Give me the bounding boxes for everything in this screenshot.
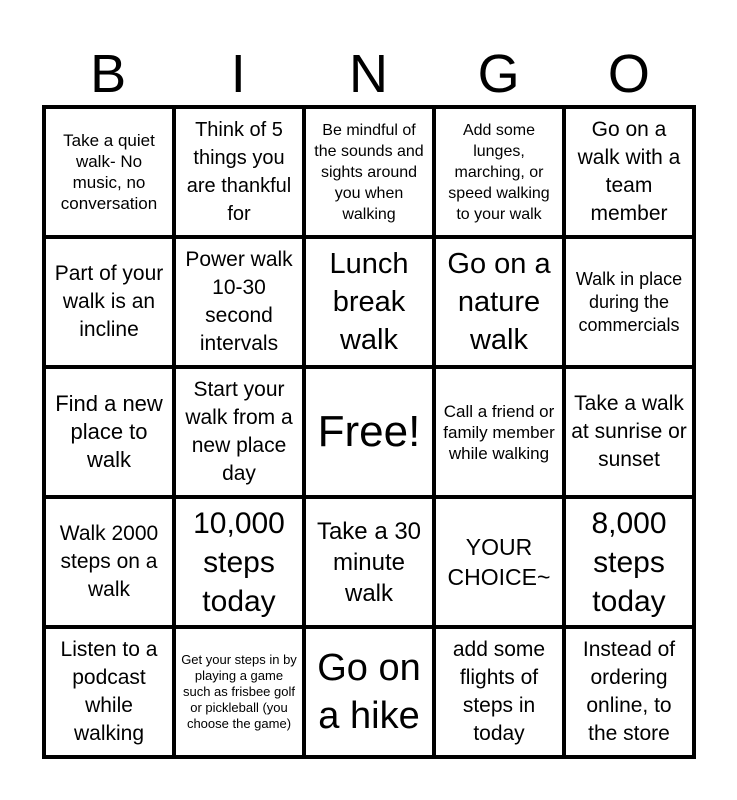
bingo-cell-r4-c3[interactable]	[304, 497, 434, 627]
bingo-grid	[42, 105, 696, 759]
bingo-cell-r3-c3[interactable]	[304, 367, 434, 497]
header-letter-n: N	[348, 44, 388, 104]
bingo-cell-r1-c2[interactable]	[174, 107, 304, 237]
bingo-cell-r5-c1[interactable]	[44, 627, 174, 757]
cell-text: Go on a nature walk	[447, 248, 551, 356]
bingo-cell-r5-c3[interactable]	[304, 627, 434, 757]
cell-text: Instead of ordering online, to the store	[582, 638, 676, 745]
cell-text: Go on a hike	[317, 647, 421, 737]
bingo-cell-r3-c1[interactable]	[44, 367, 174, 497]
cell-text: 10,000 steps today	[193, 506, 285, 618]
cell-text: Start your walk from a new place day	[185, 378, 293, 485]
bingo-cell-r1-c1[interactable]	[44, 107, 174, 237]
cell-text: 8,000 steps today	[591, 506, 667, 618]
bingo-header	[43, 44, 694, 104]
bingo-cell-r5-c2[interactable]	[174, 627, 304, 757]
bingo-cell-r5-c4[interactable]	[434, 627, 564, 757]
bingo-cell-r2-c5[interactable]	[564, 237, 694, 367]
cell-text: Power walk 10-30 second intervals	[185, 248, 293, 355]
cell-text: Free!	[317, 407, 421, 456]
cell-text: Walk in place during the commercials	[575, 268, 683, 335]
cell-text: Think of 5 things you are thankful for	[186, 119, 292, 225]
cell-text: Find a new place to walk	[55, 391, 163, 472]
cell-text: Be mindful of the sounds and sights around you when walking	[314, 121, 424, 223]
cell-text: Walk 2000 steps on a walk	[59, 522, 159, 601]
bingo-cell-r2-c3[interactable]	[304, 237, 434, 367]
cell-text: Listen to a podcast while walking	[60, 638, 158, 745]
cell-text: Take a walk at sunrise or sunset	[571, 392, 687, 471]
cell-text: YOUR CHOICE~	[447, 534, 551, 590]
header-letter-i: I	[230, 44, 246, 104]
header-letter-b: B	[90, 44, 127, 104]
bingo-cell-r5-c5[interactable]	[564, 627, 694, 757]
bingo-cell-r1-c3[interactable]	[304, 107, 434, 237]
bingo-cell-r4-c4[interactable]	[434, 497, 564, 627]
bingo-cell-r3-c4[interactable]	[434, 367, 564, 497]
cell-text: Part of your walk is an incline	[54, 262, 164, 341]
cell-text: Call a friend or family member while walking	[443, 401, 555, 463]
bingo-cell-r3-c5[interactable]	[564, 367, 694, 497]
bingo-cell-r1-c4[interactable]	[434, 107, 564, 237]
cell-text: Add some lunges, marching, or speed walking to your walk	[448, 121, 550, 223]
bingo-cell-r1-c5[interactable]	[564, 107, 694, 237]
bingo-cell-r3-c2[interactable]	[174, 367, 304, 497]
cell-text: add some flights of steps in today	[452, 638, 546, 745]
bingo-cell-r2-c2[interactable]	[174, 237, 304, 367]
header-letter-o: O	[607, 44, 650, 104]
bingo-cell-r4-c2[interactable]	[174, 497, 304, 627]
bingo-cell-r2-c4[interactable]	[434, 237, 564, 367]
cell-text: Take a 30 minute walk	[316, 517, 422, 607]
cell-text: Go on a walk with a team member	[577, 118, 681, 225]
cell-text: Take a quiet walk- No music, no conversation	[60, 131, 158, 213]
cell-text: Get your steps in by playing a game such as frisbee golf or pickleball (you choose the game)	[181, 652, 297, 731]
cell-text: Lunch break walk	[329, 248, 409, 356]
bingo-cell-r2-c1[interactable]	[44, 237, 174, 367]
header-letter-g: G	[477, 44, 520, 104]
bingo-cell-r4-c1[interactable]	[44, 497, 174, 627]
bingo-cell-r4-c5[interactable]	[564, 497, 694, 627]
